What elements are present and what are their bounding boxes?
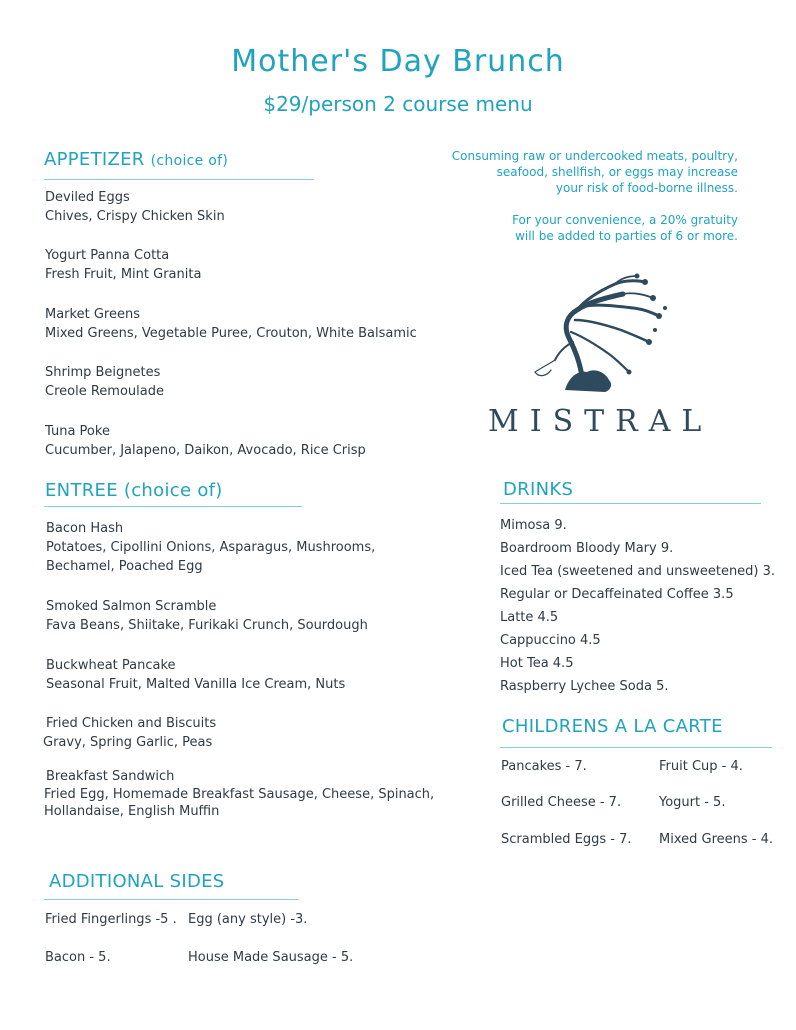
- side-item: Bacon - 5.: [45, 950, 111, 965]
- menu-item: [45, 246, 201, 284]
- side-item: Egg (any style) -3.: [188, 912, 308, 927]
- item-name: Deviled Eggs: [45, 190, 130, 205]
- kids-item: Mixed Greens - 4.: [659, 832, 774, 847]
- children-heading: CHILDRENS A LA CARTE: [502, 716, 723, 737]
- kids-item: Grilled Cheese - 7.: [501, 795, 622, 810]
- drink-item: Latte 4.5: [500, 610, 559, 625]
- menu-item: [43, 714, 217, 752]
- drink-item: Cappuccino 4.5: [500, 633, 601, 648]
- item-name: Fried Chicken and Biscuits: [46, 716, 217, 731]
- kids-item: Pancakes - 7.: [501, 759, 587, 774]
- side-item: Fried Fingerlings -5 .: [45, 912, 177, 927]
- drink-item: Hot Tea 4.5: [500, 656, 574, 671]
- appetizer-heading: [44, 149, 228, 170]
- item-name: Shrimp Beignetes: [45, 365, 161, 380]
- menu-item: [45, 188, 225, 226]
- item-desc: Fava Beans, Shiitake, Furikaki Crunch, Sourdough: [46, 618, 368, 633]
- windswept-tree-icon: [525, 272, 675, 402]
- drinks-heading: DRINKS: [503, 479, 574, 500]
- item-desc: Fried Egg, Homemade Breakfast Sausage, Cheese, Spinach,: [44, 787, 435, 802]
- notice-line: will be added to parties of 6 or more.: [515, 229, 738, 243]
- item-desc: Cucumber, Jalapeno, Daikon, Avocado, Rice Crisp: [45, 443, 366, 458]
- drink-item: Mimosa 9.: [500, 518, 567, 533]
- sides-heading: ADDITIONAL SIDES: [49, 871, 225, 892]
- menu-item: [46, 597, 368, 635]
- entree-heading: ENTREE (choice of): [45, 480, 223, 501]
- drink-item: Raspberry Lychee Soda 5.: [500, 679, 669, 694]
- menu-item: [45, 422, 366, 460]
- menu-item: [45, 363, 164, 401]
- item-desc: Seasonal Fruit, Malted Vanilla Ice Cream, Nuts: [46, 677, 346, 692]
- item-name: Tuna Poke: [45, 424, 110, 439]
- notice-line: seafood, shellfish, or eggs may increase: [496, 165, 738, 179]
- item-desc: Creole Remoulade: [45, 384, 164, 399]
- menu-item: [45, 305, 417, 343]
- item-name: Market Greens: [45, 307, 140, 322]
- children-rule: [500, 747, 772, 748]
- item-desc: Bechamel, Poached Egg: [46, 559, 203, 574]
- item-desc: Hollandaise, English Muffin: [44, 804, 220, 819]
- drinks-list: [500, 514, 775, 698]
- sides-rule: [44, 899, 299, 900]
- side-item: House Made Sausage - 5.: [188, 950, 354, 965]
- kids-item: Fruit Cup - 4.: [659, 759, 743, 774]
- notice-line: your risk of food-borne illness.: [555, 181, 738, 195]
- notice-line: Consuming raw or undercooked meats, poultry,: [451, 149, 738, 163]
- entree-rule: [44, 506, 302, 507]
- item-name: Smoked Salmon Scramble: [46, 599, 217, 614]
- page-subtitle: $29/person 2 course menu: [263, 92, 533, 116]
- item-desc: Mixed Greens, Vegetable Puree, Crouton, White Balsamic: [45, 326, 417, 341]
- menu-item: [46, 768, 434, 820]
- item-name: Buckwheat Pancake: [46, 658, 176, 673]
- appetizer-rule: [44, 179, 314, 180]
- item-desc: Potatoes, Cipollini Onions, Asparagus, Mushrooms,: [46, 540, 376, 555]
- drink-item: Regular or Decaffeinated Coffee 3.5: [500, 587, 734, 602]
- drink-item: Boardroom Bloody Mary 9.: [500, 541, 674, 556]
- item-desc: Gravy, Spring Garlic, Peas: [43, 735, 213, 750]
- kids-item: Yogurt - 5.: [659, 795, 726, 810]
- logo-wordmark: MISTRAL: [488, 404, 713, 439]
- menu-item: [46, 656, 345, 694]
- item-desc: Fresh Fruit, Mint Granita: [45, 267, 202, 282]
- drinks-rule: [500, 503, 761, 504]
- appetizer-heading-text: APPETIZER: [44, 149, 145, 170]
- menu-item: [46, 519, 375, 576]
- kids-item: Scrambled Eggs - 7.: [501, 832, 632, 847]
- item-name: Yogurt Panna Cotta: [45, 248, 170, 263]
- appetizer-heading-note: (choice of): [150, 153, 229, 169]
- item-name: Bacon Hash: [46, 521, 124, 536]
- health-notice: [408, 148, 738, 260]
- drink-item: Iced Tea (sweetened and unsweetened) 3.: [500, 564, 776, 579]
- item-desc: Chives, Crispy Chicken Skin: [45, 209, 225, 224]
- page-title: Mother's Day Brunch: [231, 44, 565, 79]
- item-name: Breakfast Sandwich: [46, 769, 175, 784]
- notice-line: For your convenience, a 20% gratuity: [512, 213, 738, 227]
